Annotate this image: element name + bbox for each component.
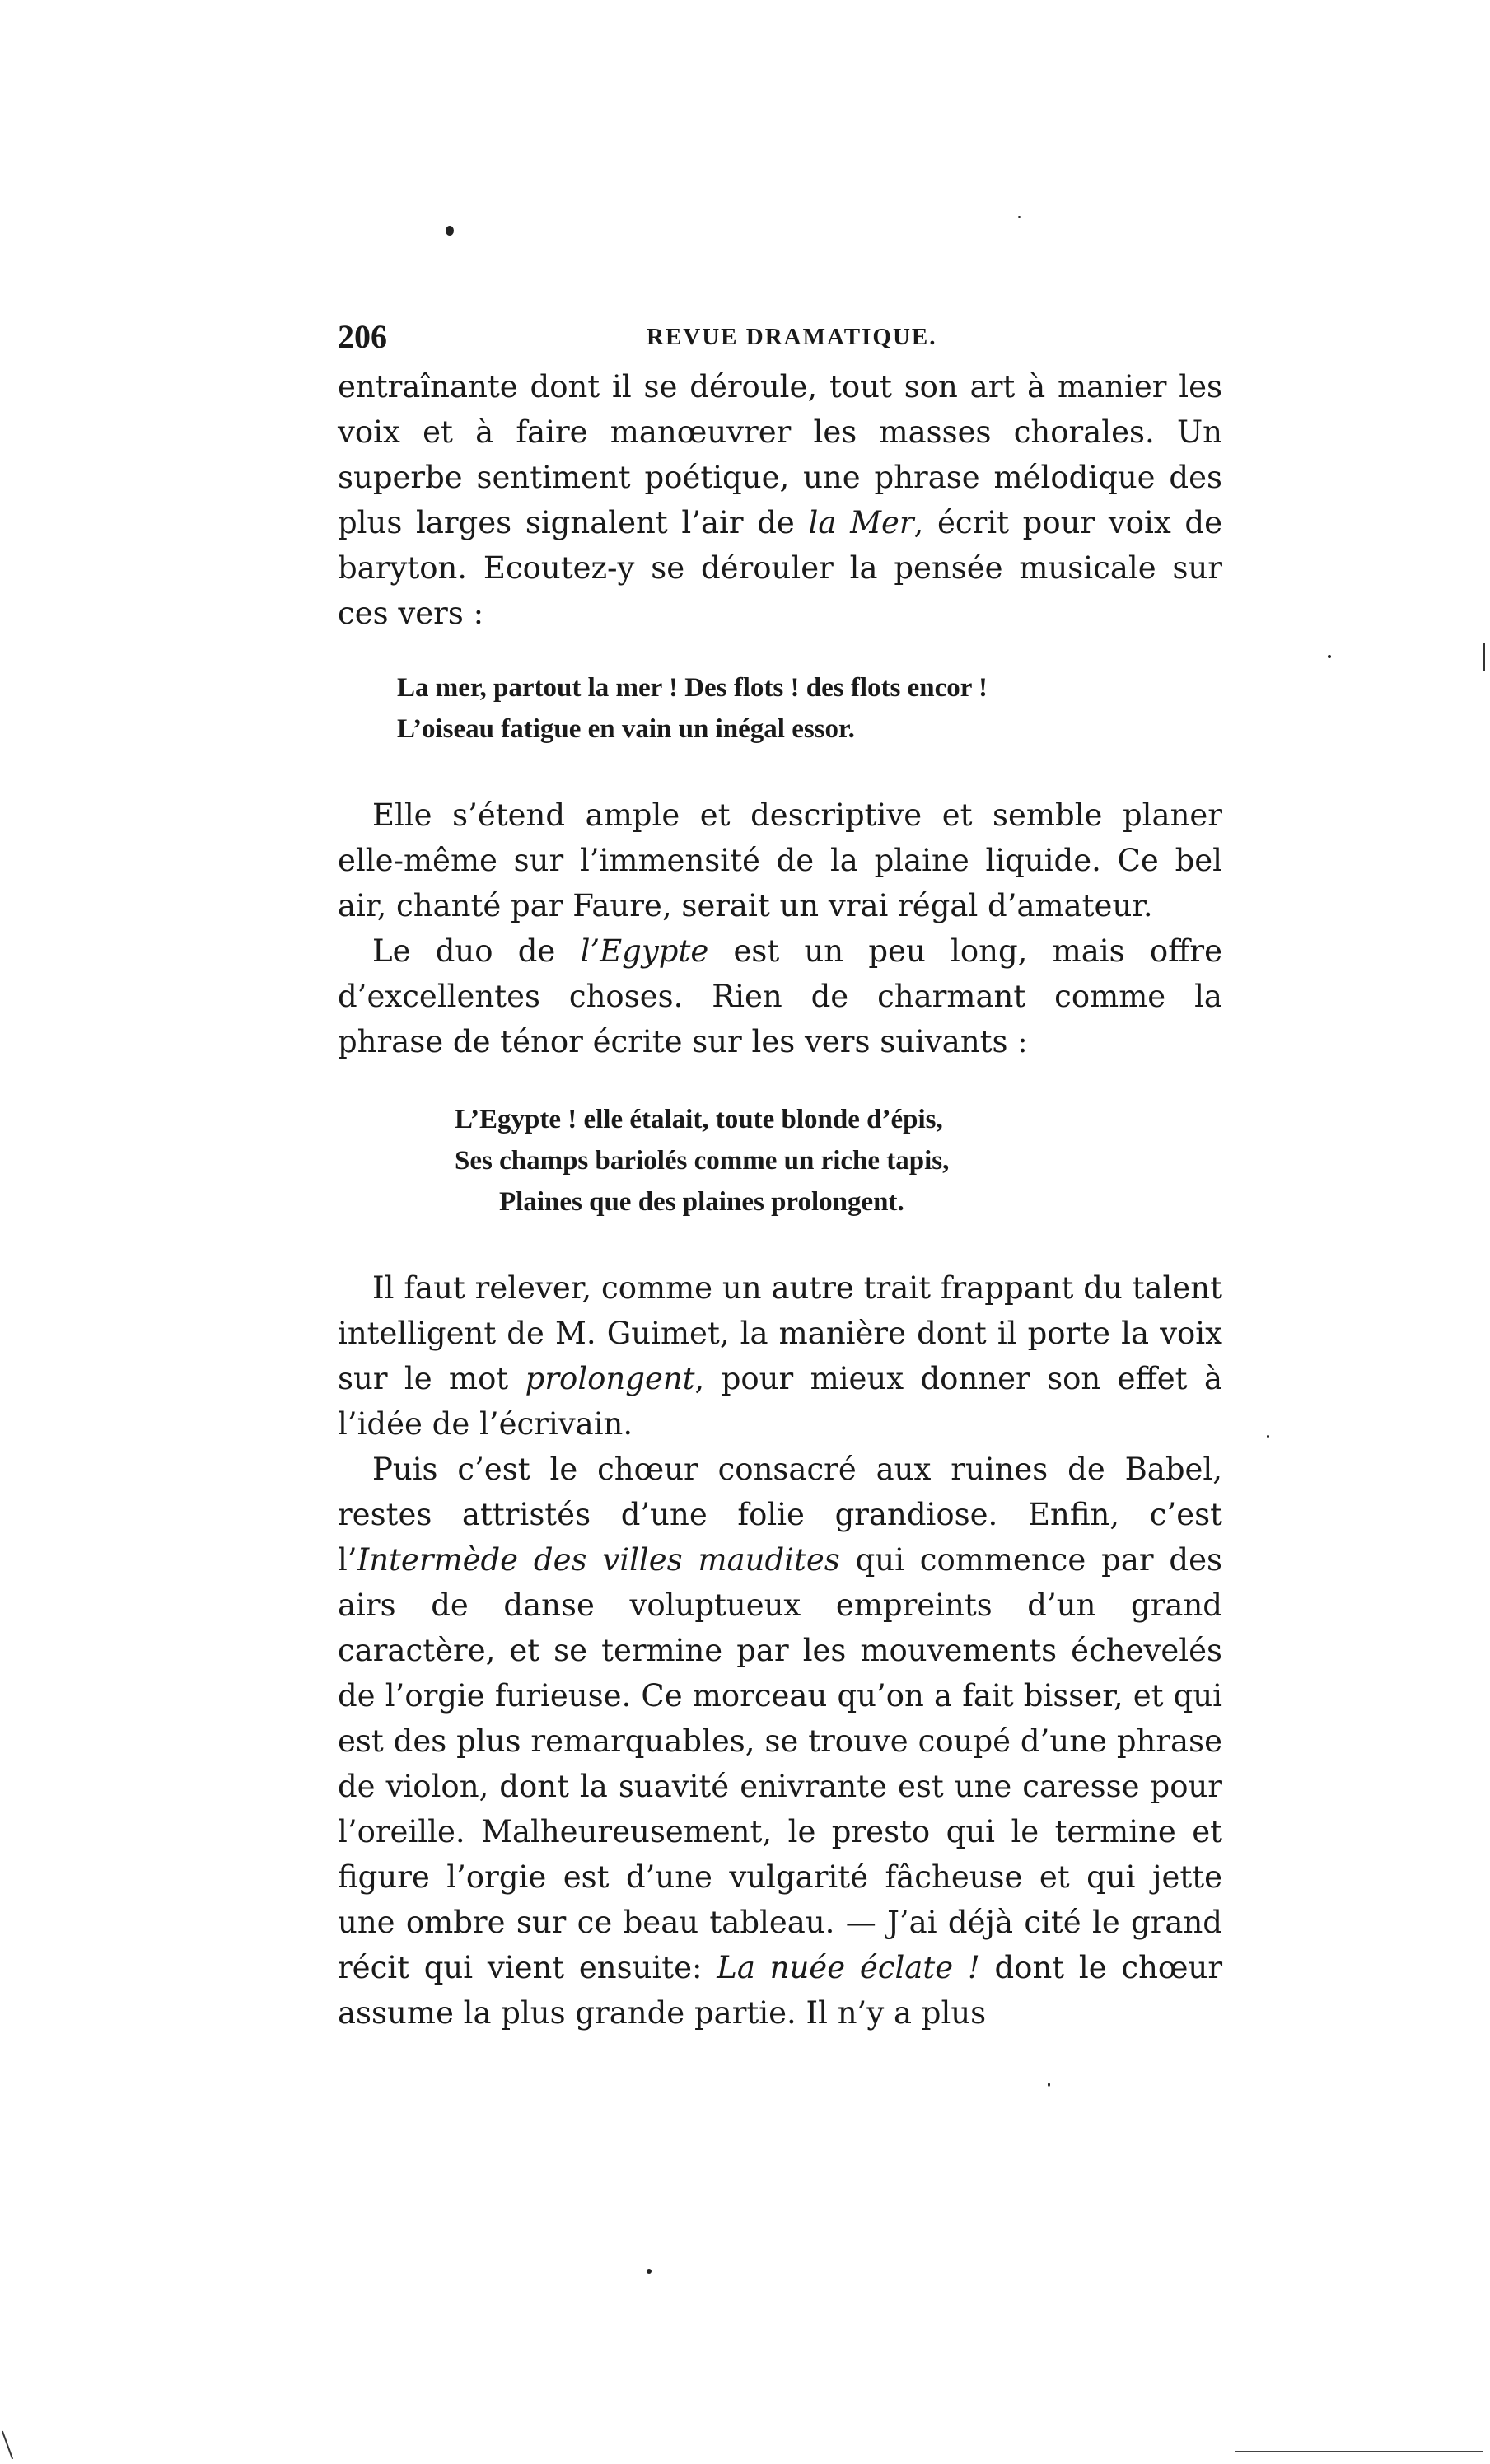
ink-speck [1018, 216, 1021, 218]
verse-block-1 [397, 667, 1222, 750]
paragraph-1 [338, 364, 1222, 636]
scan-edge-line [1235, 2451, 1483, 2452]
verse-line: L’oiseau fatigue en vain un inégal essor. [397, 714, 855, 744]
paragraph-5 [338, 1447, 1222, 2036]
paragraph-4 [338, 1265, 1222, 1447]
paragraph-1-text: entraînante dont il se déroule, tout son art à manier les voix et à faire manœuvrer les masses chorales. Un superbe sentiment poétique, une phrase mélodique des plus larges signalent l’air de [338, 369, 1222, 540]
paragraph-5-tail: dont le chœur assume la plus grande partie. Il n’y a plus [338, 1950, 1223, 2031]
work-title-intermede: Intermède des villes maudites [357, 1542, 840, 1578]
scan-edge-mark [2, 2431, 13, 2460]
journal-title: REVUE DRAMATIQUE. [647, 324, 937, 350]
ink-speck [1048, 2083, 1050, 2087]
ink-speck [647, 2269, 652, 2274]
ink-speck [1328, 655, 1331, 658]
verse-line: L’Egypte ! elle étalait, toute blonde d’épis, [455, 1105, 943, 1134]
running-head [338, 317, 1222, 358]
verse-line: Plaines que des plaines prolongent. [499, 1187, 904, 1217]
ink-speck [1267, 1435, 1269, 1438]
verse-line: La mer, partout la mer ! Des flots ! des flots encor ! [397, 673, 988, 703]
paragraph-4-head: Il faut relever, comme un autre trait frappant du talent intelligent de M. Guimet, la manière dont il porte la voix sur le mot [338, 1270, 1222, 1396]
paragraph-1-tail: , écrit pour voix de baryton. Ecoutez-y se dérouler la pensée musicale sur ces vers : [338, 505, 1222, 631]
work-title-la-mer: la Mer [808, 505, 914, 540]
verse-block-2 [455, 1099, 1222, 1223]
quoted-title: La nuée éclate ! [717, 1950, 980, 1985]
paragraph-3-tail: est un peu long, mais offre d’excellentes choses. Rien de charmant comme la phrase de ténor écrite sur les vers suivants : [338, 933, 1223, 1059]
paragraph-5-body: qui commence par des airs de danse voluptueux empreints d’un grand caractère, et se termine par les mouvements échevelés de l’orgie furieuse. Ce morceau qu’on a fait bisser, et qui est des plus remarquables, se trouve coupé d’une phrase de violon, dont la suavité enivrante est une caresse pour l’oreille. Malheureusement, le presto qui le termine et figure l’orgie est d’une vulgarité fâcheuse et qui jette une ombre sur ce beau tableau. — J’ai déjà cité le grand récit qui vient ensuite: [338, 1542, 1222, 1985]
paragraph-5-head: Puis c’est le chœur consacré aux ruines de Babel, restes attristés d’une folie grandiose. Enfin, c’est l’ [338, 1452, 1222, 1578]
emphasized-word: prolongent [525, 1361, 695, 1396]
verse-line: Ses champs bariolés comme un riche tapis, [455, 1146, 950, 1176]
ink-speck [446, 226, 454, 236]
page-number: 206 [338, 318, 387, 355]
paragraph-4-tail: , pour mieux donner son effet à l’idée de l’écrivain. [338, 1361, 1223, 1442]
body-text [338, 364, 1222, 2036]
paragraph-3-head: Le duo de [372, 933, 581, 969]
scan-edge-mark [1483, 643, 1485, 671]
work-title-egypte: l’Egypte [580, 933, 709, 969]
paragraph-2: Elle s’étend ample et descriptive et semble planer elle-même sur l’immensité de la plaine liquide. Ce bel air, chanté par Faure, serait un vrai régal d’amateur. [338, 797, 1222, 923]
paragraph-3 [338, 928, 1222, 1064]
